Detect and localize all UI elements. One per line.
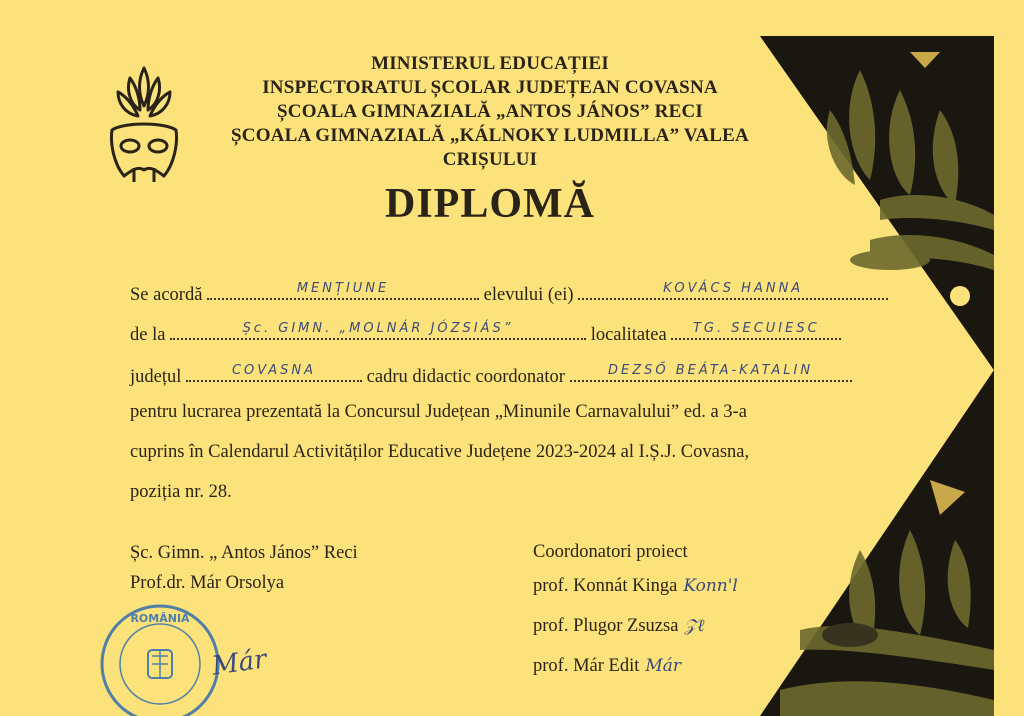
county-line	[130, 362, 852, 388]
student-field	[578, 280, 888, 300]
coordinator-name: prof. Már Edit Már	[533, 656, 682, 676]
director-name: Prof.dr. Már Orsolya	[130, 573, 285, 593]
handwritten-signature: Már	[645, 656, 682, 676]
header-line: ȘCOALA GIMNAZIALĂ „KÁLNOKY LUDMILLA” VALEA	[231, 125, 749, 146]
award-field	[207, 280, 479, 300]
coordinators-block	[533, 538, 738, 686]
coordinator-name: prof. Plugor Zsuzsa 𝒵ℓ	[533, 616, 705, 636]
award-value: MENȚIUNE	[296, 281, 390, 296]
handwritten-signature: 𝒵ℓ	[684, 616, 705, 636]
header-line: MINISTERUL EDUCAȚIEI	[371, 53, 609, 74]
county-value: COVASNA	[231, 363, 317, 378]
header-line: ȘCOALA GIMNAZIALĂ „ANTOS JÁNOS” RECI	[277, 101, 703, 122]
coordonator-label: cadru didactic coordonator	[366, 367, 565, 387]
student-value: KOVÁCS HANNA	[663, 281, 804, 296]
county-field	[186, 362, 362, 382]
stamp-country: ROMÂNIA	[130, 612, 190, 625]
school-field	[170, 320, 586, 340]
coordinator-value: DEZSŐ BEÁTA-KATALIN	[608, 363, 814, 378]
locality-field	[671, 320, 841, 340]
handwritten-signature: Konn'l	[683, 576, 738, 596]
de-la-label: de la	[130, 325, 166, 345]
coordinators-title: Coordonatori proiect	[533, 542, 688, 562]
header-line: CRIȘULUI	[442, 149, 538, 170]
localitatea-label: localitatea	[590, 325, 667, 345]
school-value: Șc. GIMN. „MOLNÁR JÓZSIÁS”	[242, 321, 514, 336]
school-line	[130, 320, 841, 346]
judetul-label: județul	[130, 367, 182, 387]
body-line: poziția nr. 28.	[130, 482, 232, 502]
institution-header	[190, 52, 790, 172]
diploma-title: DIPLOMĂ	[385, 181, 595, 227]
signing-school: Șc. Gimn. „ Antos János” Reci	[130, 543, 358, 563]
body-line: pentru lucrarea prezentată la Concursul Județean „Minunile Carnavalului” ed. a 3-a	[130, 402, 747, 422]
director-signature-block	[130, 538, 358, 598]
elevului-label: elevului (ei)	[483, 285, 574, 305]
se-acorda-label: Se acordă	[130, 285, 203, 305]
locality-value: TG. SECUIESC	[692, 321, 820, 336]
school-stamp	[96, 600, 226, 716]
header-line: INSPECTORATUL ȘCOLAR JUDEȚEAN COVASNA	[262, 77, 718, 98]
body-line: cuprins în Calendarul Activităților Educative Județene 2023-2024 al I.Ș.J. Covasna,	[130, 442, 750, 462]
coordinator-field	[570, 362, 852, 382]
director-handwritten-signature: Már	[210, 644, 269, 682]
carnival-mask-icon	[104, 64, 184, 190]
award-line	[130, 280, 888, 306]
coordinator-name: prof. Konnát Kinga Konn'l	[533, 576, 738, 596]
